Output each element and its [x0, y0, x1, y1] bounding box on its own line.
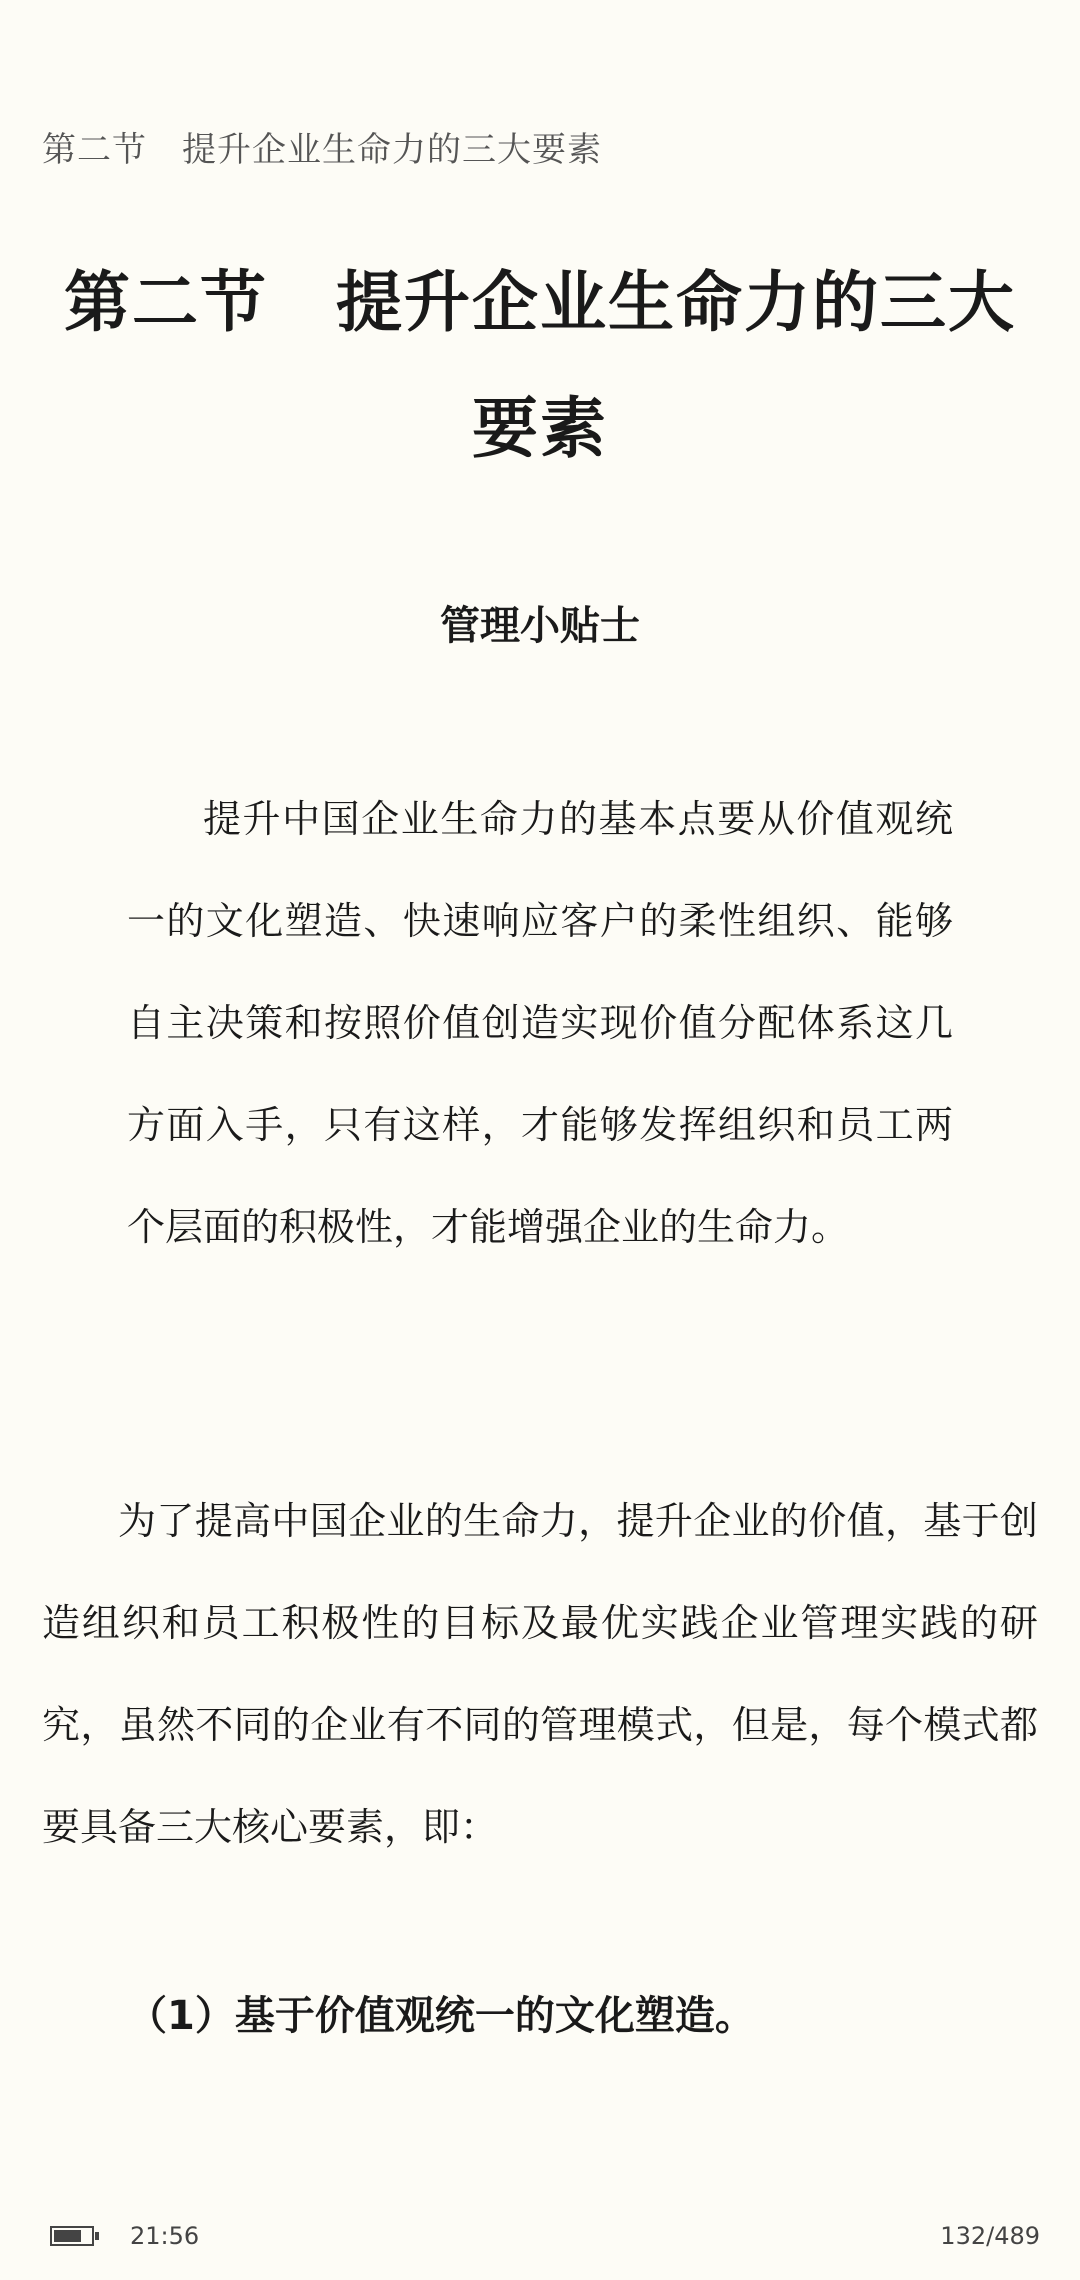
clock-time: 21:56: [130, 2222, 200, 2250]
status-footer: [0, 2218, 1080, 2258]
body-paragraph: 为了提高中国企业的生命力，提升企业的价值，基于创造组织和员工积极性的目标及最优实践企业管理实践的研究，虽然不同的企业有不同的管理模式，但是，每个模式都要具备三大核心要素，即：: [42, 1499, 1038, 1849]
tip-body: 提升中国企业生命力的基本点要从价值观统一的文化塑造、快速响应客户的柔性组织、能够自主决策和按照价值创造实现价值分配体系这几方面入手，只有这样，才能够发挥组织和员工两个层面的积极性，才能增强企业的生命力。: [127, 797, 953, 1249]
battery-level-fill: [54, 2230, 81, 2242]
battery-tip: [95, 2232, 99, 2240]
chapter-title: 第二节 提升企业生命力的三大要素: [64, 264, 1016, 467]
battery-icon: [50, 2226, 94, 2246]
point-heading-1: （1）基于价值观统一的文化塑造。: [127, 1993, 755, 2039]
tip-heading: 管理小贴士: [440, 603, 640, 649]
page-indicator: 132/489: [940, 2222, 1040, 2250]
running-header: 第二节 提升企业生命力的三大要素: [42, 130, 602, 170]
